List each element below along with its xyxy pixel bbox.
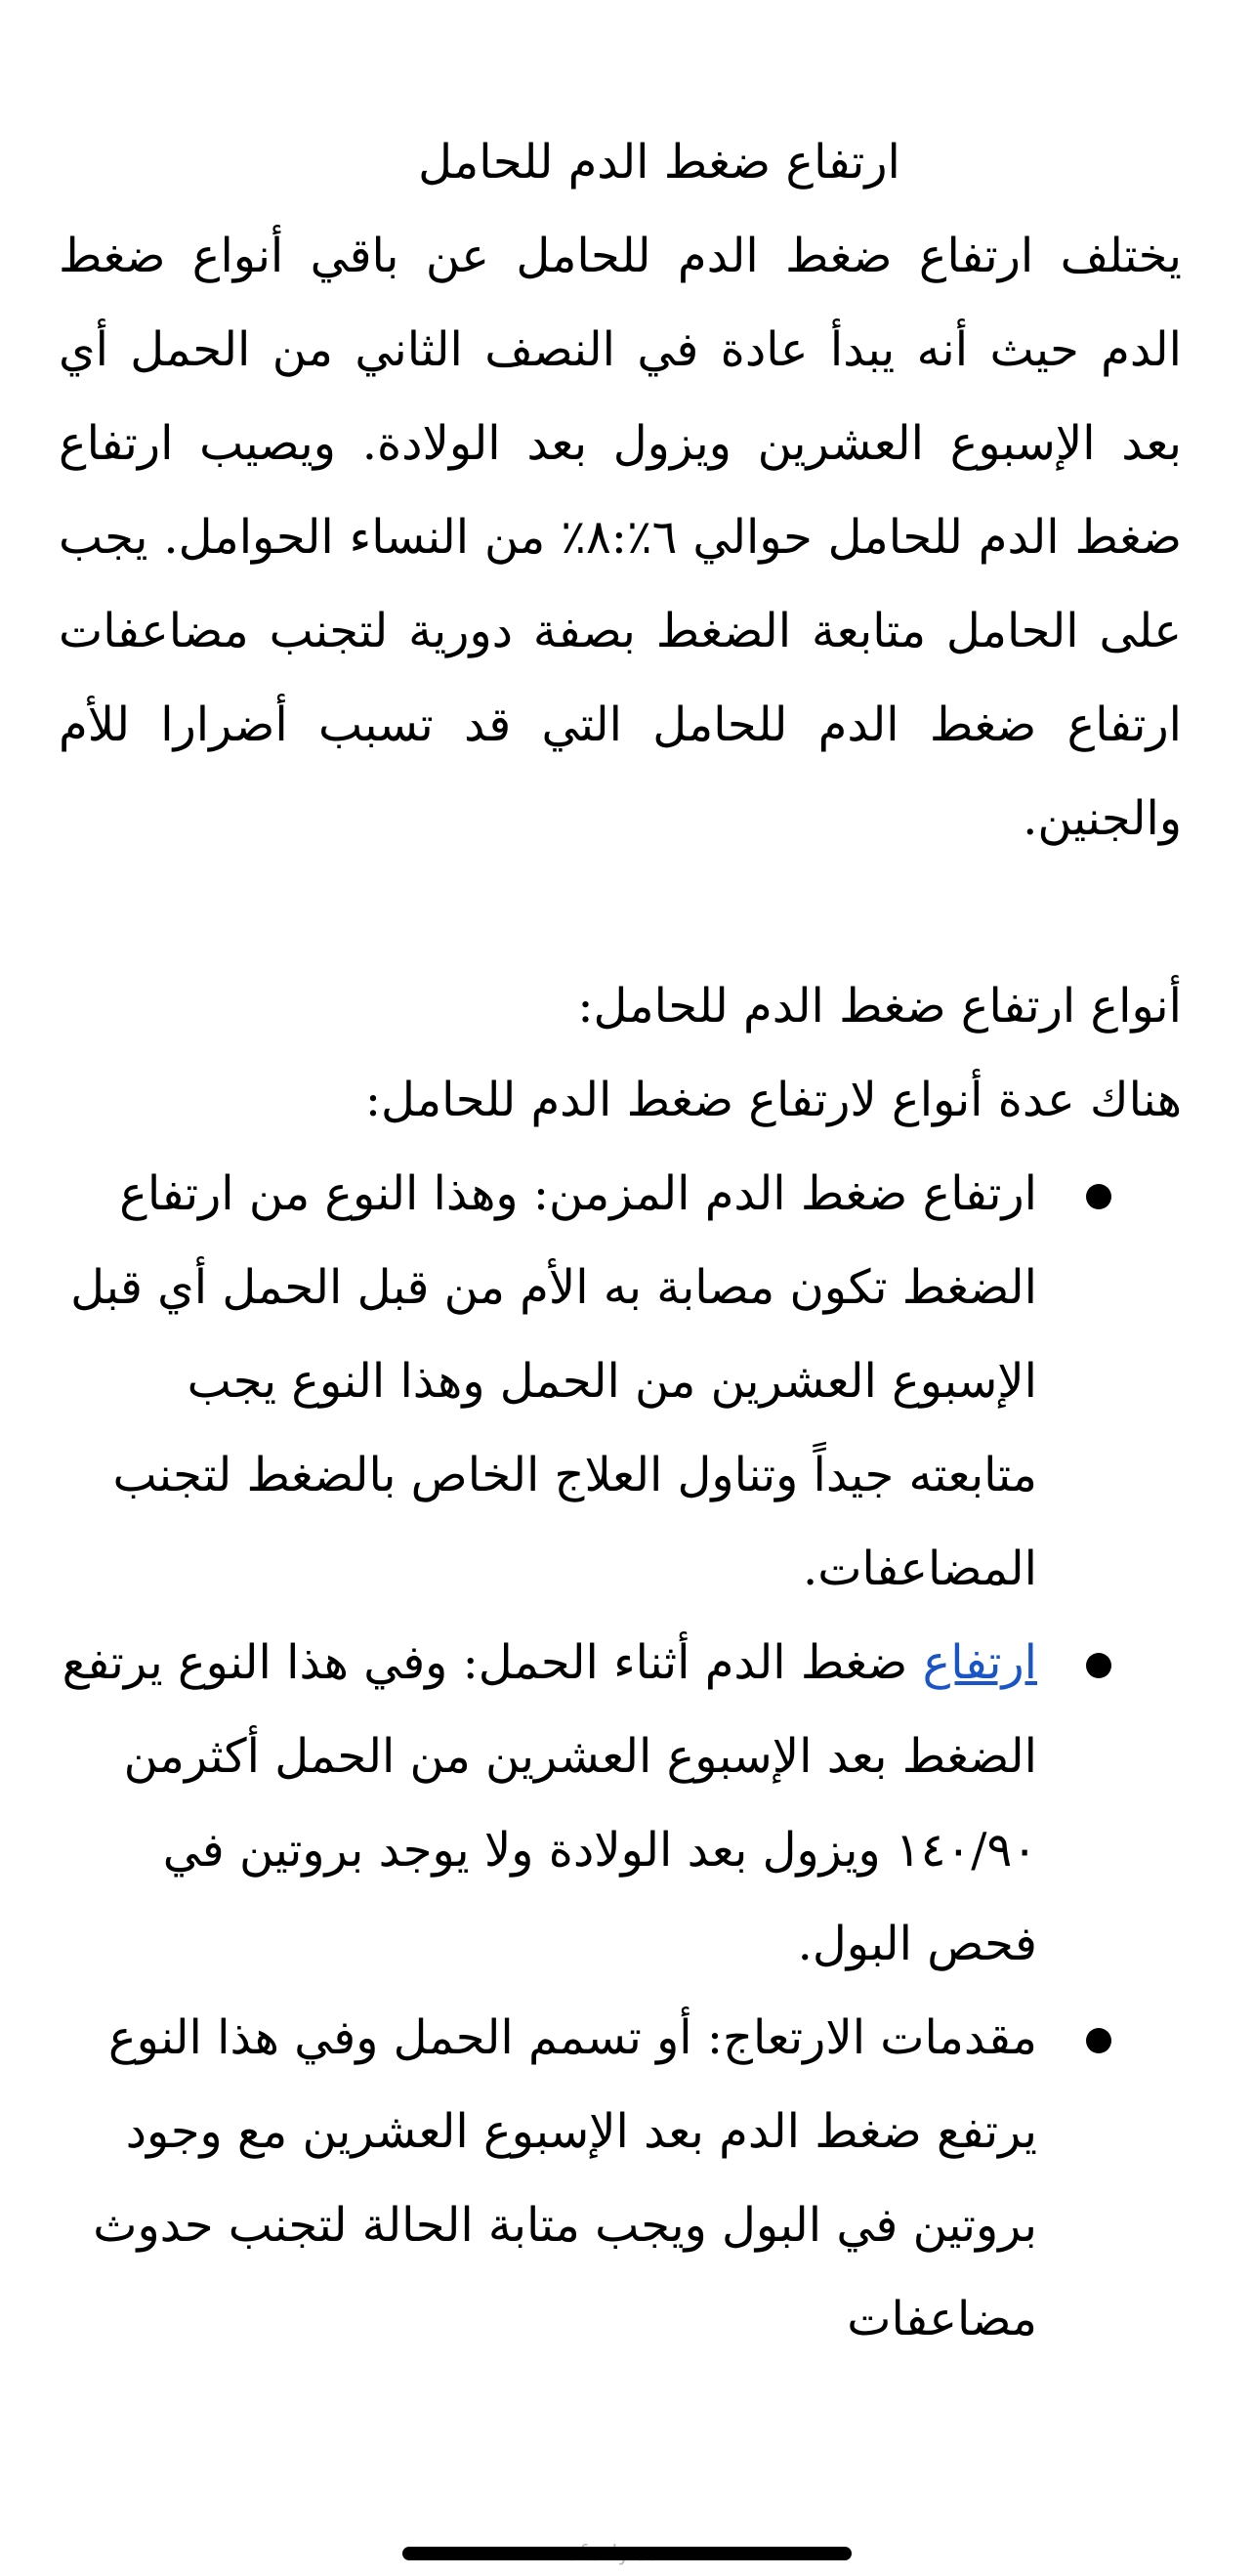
home-indicator[interactable]: [402, 2547, 852, 2560]
hypertension-link[interactable]: ارتفاع: [922, 1635, 1037, 1690]
list-item-gestational: [59, 1616, 1182, 1991]
bullet-icon: [1086, 2028, 1111, 2053]
bullet-icon: [1086, 1184, 1111, 1209]
types-list: [59, 1147, 1182, 2366]
paragraph-spacer: [59, 866, 1182, 959]
types-intro: هناك عدة أنواع لارتفاع ضغط الدم للحامل:: [364, 1073, 1182, 1127]
intro-paragraph: يختلف ارتفاع ضغط الدم للحامل عن باقي أنواع ضغط الدم حيث أنه يبدأ عادة في النصف الثاني من الحمل أي بعد الإسبوع العشرين ويزول بعد الولادة. ويصيب ارتفاع ضغط الدم للحامل حوالي ٦٪:٨٪ من النساء الحوامل. يجب على الحامل متابعة الضغط بصفة دورية لتجنب مضاعفات ارتفاع ضغط الدم للحامل التي قد تسبب أضرارا للأم والجنين.: [59, 229, 1182, 846]
bullet-icon: [1086, 1653, 1111, 1678]
list-item-chronic: [59, 1147, 1182, 1616]
list-item-preeclampsia: [59, 1991, 1182, 2366]
article: [59, 115, 1182, 2366]
types-heading: أنواع ارتفاع ضغط الدم للحامل:: [577, 979, 1182, 1034]
list-item-text: ارتفاع ضغط الدم المزمن: وهذا النوع من ارتفاع الضغط تكون مصابة به الأم من قبل الحمل أي قبل الإسبوع العشرين من الحمل وهذا النوع يجب متابعته جيداً وتناول العلاج الخاص بالضغط لتجنب المضاعفات.: [70, 1166, 1037, 1596]
list-item-text: ضغط الدم أثناء الحمل: وفي هذا النوع يرتفع الضغط بعد الإسبوع العشرين من الحمل أكثرمن ١٤٠/٩٠ ويزول بعد الولادة ولا يوجد بروتين في فحص البول.: [62, 1635, 1037, 1971]
article-title: ارتفاع ضغط الدم للحامل: [418, 135, 900, 190]
list-item-text: مقدمات الارتعاج: أو تسمم الحمل وفي هذا النوع يرتفع ضغط الدم بعد الإسبوع العشرين مع وجود بروتين في البول ويجب متابة الحالة لتجنب حدوث مضاعفات: [93, 2010, 1037, 2346]
